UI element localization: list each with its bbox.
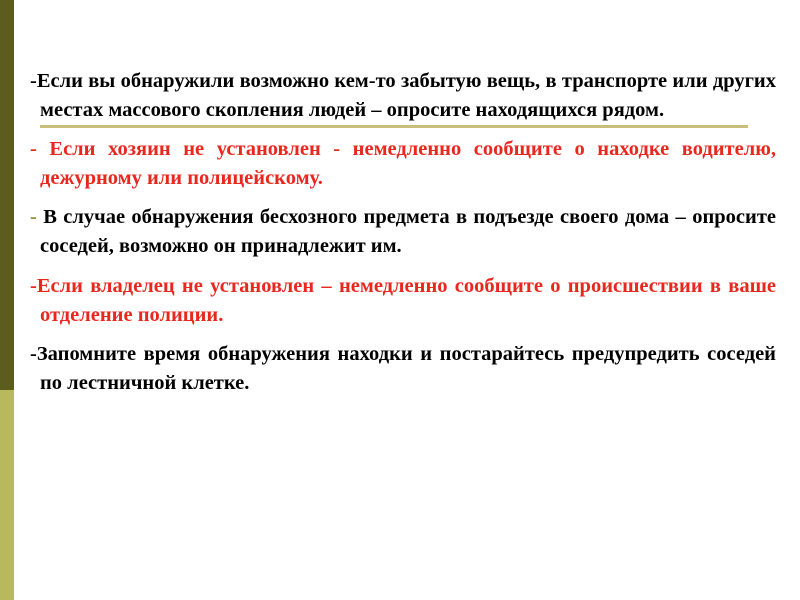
paragraph-dash: - xyxy=(30,275,37,297)
paragraph-owner-not-established xyxy=(30,272,776,330)
paragraph-text: Запомните время обнаружения находки и постарайтесь предупредить соседей по лестничной клетке. xyxy=(36,343,776,394)
paragraph-dash: - xyxy=(30,138,50,160)
accent-bar-light-segment xyxy=(0,390,14,600)
paragraph-text: Если владелец не установлен – немедленно сообщите о происшествии в ваше отделение полиции. xyxy=(36,275,776,326)
paragraph-text: В случае обнаружения бесхозного предмета в подъезде своего дома – опросите соседей, возможно он принадлежит им. xyxy=(40,206,776,257)
left-accent-bar xyxy=(0,0,14,600)
accent-bar-dark-segment xyxy=(0,0,14,390)
paragraph-text: Если вы обнаружили возможно кем-то забытую вещь, в транспорте или других местах массового скопления людей – опросите находящихся рядом. xyxy=(36,70,776,121)
paragraph-dash: - xyxy=(30,70,37,92)
paragraph-dash: - xyxy=(30,206,44,228)
slide-body xyxy=(30,67,776,408)
paragraph-dash: - xyxy=(30,343,37,365)
paragraph-text: Если хозяин не установлен - немедленно сообщите о находке водителю, дежурному или полицейскому. xyxy=(40,138,777,189)
paragraph-entrance-item xyxy=(30,203,776,261)
paragraph-owner-not-found xyxy=(30,135,776,193)
paragraph-forgotten-item xyxy=(30,67,776,125)
paragraph-remember-time xyxy=(30,340,776,398)
